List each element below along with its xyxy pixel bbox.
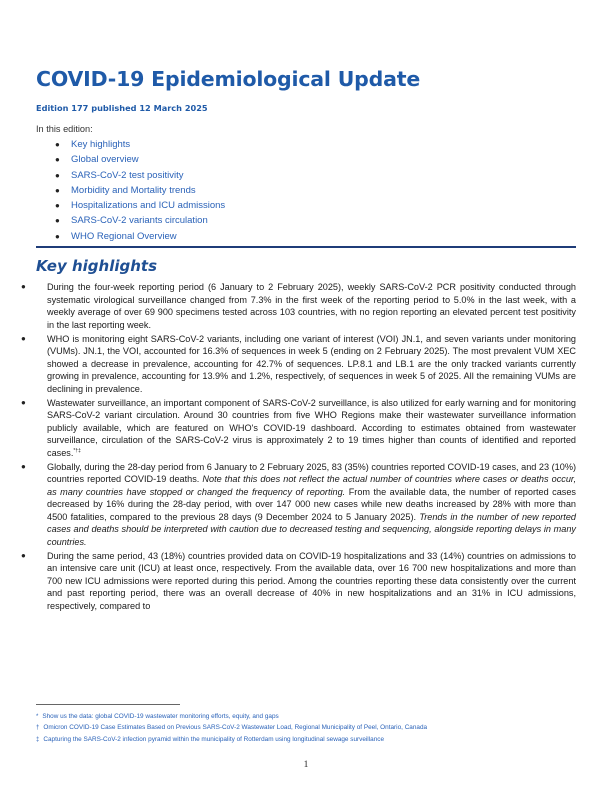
bullet-icon: ● — [55, 231, 60, 241]
footnote-marks[interactable]: *†‡ — [73, 447, 81, 454]
toc-item — [36, 137, 225, 152]
section-divider — [36, 246, 576, 248]
bullet-icon: ● — [55, 201, 60, 211]
key-highlights-heading: Key highlights — [36, 257, 158, 275]
page-number: 1 — [303, 760, 309, 770]
footnote — [36, 711, 427, 722]
footnote — [36, 734, 427, 745]
toc-item — [36, 229, 225, 244]
toc-item — [36, 168, 225, 183]
highlight-text: During the same period, 43 (18%) countries provided data on COVID-19 hospitalizations and 33 (14%) countries on admissions to an intensive care unit (ICU) at least once, respectively. From the available data, over 16 700 new hospitalizations and more than 700 new ICU admissions were reported during this period. Among the countries reporting these data consistently over the current and past reporting period, there was an overall decrease of 40% in new hospitalizations and an 31% in ICU admissions, respectively, compared to — [47, 550, 576, 611]
toc-link-test-positivity[interactable]: SARS-CoV-2 test positivity — [71, 169, 184, 181]
footnotes — [36, 711, 427, 745]
highlight-note: Note that this does not reflect the actual number of countries where cases or deaths occur, as many countries have stopped or changed the frequency of reporting. — [47, 474, 576, 497]
highlight-text: From the available data, the number of reported cases decreased by 16% during the 28-day period, with over 147 000 new cases while new deaths increased by 28% with more than 4500 fatalities, compared to the previous 28 days (9 December 2024 to 5 January 2025). — [47, 486, 576, 522]
bullet-icon: ● — [55, 170, 60, 180]
bullet-icon: ● — [55, 140, 60, 149]
highlight-caution: Trends in the number of new reported cases and deaths should be interpreted with caution due to decreased testing and sequencing, alongside reporting delays in many countries. — [47, 511, 576, 547]
footnote-divider — [36, 704, 180, 705]
bullet-icon: ● — [55, 185, 60, 195]
bullet-icon: ● — [21, 333, 26, 343]
footnote-mark: ‡ — [36, 736, 40, 743]
footnote-mark: * — [36, 714, 39, 720]
toc-link-morbidity-mortality[interactable]: Morbidity and Mortality trends — [71, 184, 196, 196]
highlight-text: Wastewater surveillance, an important component of SARS-CoV-2 surveillance, is also utilized for early warning and for monitoring SARS-CoV-2 variant circulation. Around 30 countries from five WHO Regions make their wastewater surveillance information publicly available, which are featured on WHO's COVID-19 dashboard. According to estimates obtained from wastewater surveillance, circulation of the SARS-CoV-2 virus is approximately 2 to 19 times higher than counts of identified and reported cases. — [47, 397, 576, 458]
highlight-variants — [21, 333, 576, 396]
footnote — [36, 722, 427, 733]
toc-link-hospitalizations[interactable]: Hospitalizations and ICU admissions — [71, 200, 226, 212]
toc-item — [36, 183, 225, 198]
table-of-contents — [36, 137, 225, 244]
toc-link-global-overview[interactable]: Global overview — [71, 154, 139, 166]
toc-link-regional-overview[interactable]: WHO Regional Overview — [71, 230, 177, 242]
toc-item — [36, 152, 225, 167]
toc-item — [36, 198, 225, 213]
footnote-link[interactable]: Show us the data: global COVID-19 wastewater monitoring efforts, equity, and gaps — [42, 713, 279, 720]
highlight-hospitalizations — [21, 550, 576, 613]
document-page — [21, 0, 576, 792]
key-highlights-list — [21, 281, 576, 614]
toc-link-variants[interactable]: SARS-CoV-2 variants circulation — [71, 215, 208, 227]
in-this-edition-label: In this edition: — [36, 124, 93, 134]
highlight-test-positivity — [21, 281, 576, 331]
edition-line: Edition 177 published 12 March 2025 — [36, 103, 208, 113]
highlight-text: Globally, during the 28-day period from 6 January to 2 February 2025, 83 (35%) countries reported COVID-19 cases, and 23 (10%) countries reported COVID-19 deaths. — [47, 461, 576, 484]
bullet-icon: ● — [21, 550, 26, 560]
highlight-wastewater — [21, 397, 576, 460]
highlight-cases-deaths — [21, 461, 576, 549]
bullet-icon: ● — [21, 461, 26, 471]
bullet-icon: ● — [55, 216, 60, 226]
toc-link-key-highlights[interactable]: Key highlights — [71, 139, 131, 150]
bullet-icon: ● — [21, 397, 26, 407]
highlight-text: WHO is monitoring eight SARS-CoV-2 variants, including one variant of interest (VOI) JN.1, and seven variants under monitoring (VUMs). JN.1, the VOI, accounted for 16.3% of sequences in week 5 (ending on 2 February 2025). The most prevalent VUM XEC showed a decrease in prevalence, accounting for 42.7% of sequences. LP.8.1 and LB.1 are the only tracked variants currently growing in prevalence, accounting for 13.9% and 1.2%, respectively, of sequences in week 5 of 2025. All the remaining VUMs are declining in prevalence. — [47, 333, 576, 394]
footnote-link[interactable]: Omicron COVID-19 Case Estimates Based on Previous SARS-CoV-2 Wastewater Load, Regional Municipality of Peel, Ontario, Canada — [43, 724, 428, 732]
bullet-icon: ● — [55, 155, 60, 165]
toc-item — [36, 213, 225, 228]
footnote-link[interactable]: Capturing the SARS-CoV-2 infection pyramid within the municipality of Rotterdam using longitudinal sewage surveillance — [43, 735, 384, 743]
highlight-text: During the four-week reporting period (6 January to 2 February 2025), weekly SARS-CoV-2 PCR positivity conducted through systematic virological surveillance changed from 7.3% in the first week of the reporting period to 5.0% in the last week, with a weekly average of over 69 900 specimens tested across 103 countries, with no region reporting an elevated percent test positivity in the last reporting week. — [47, 282, 576, 330]
footnote-mark: † — [36, 725, 40, 732]
page-title: COVID-19 Epidemiological Update — [36, 67, 421, 91]
bullet-icon: ● — [21, 282, 26, 291]
